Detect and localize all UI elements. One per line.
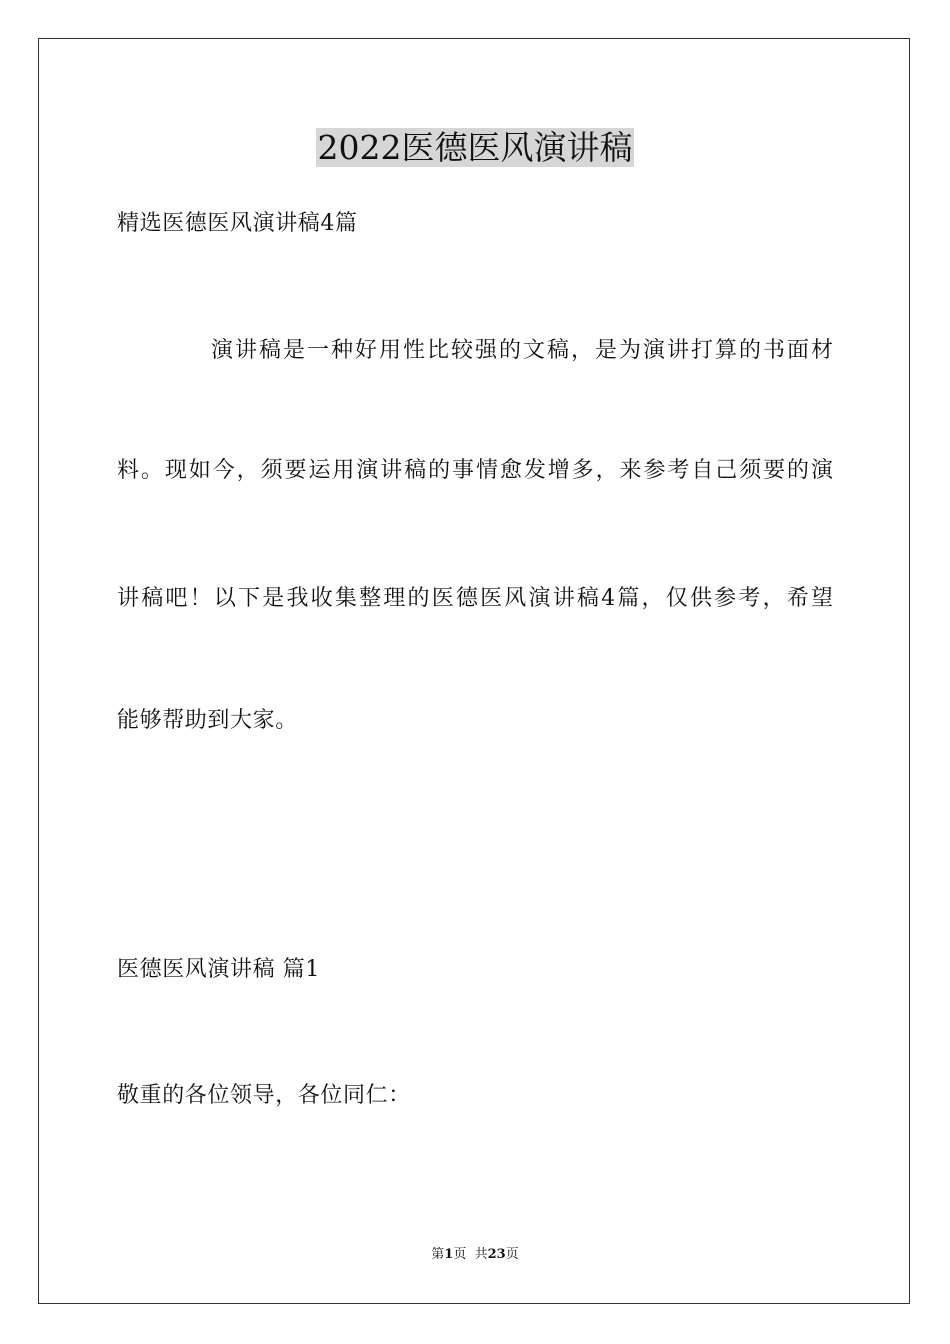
intro-line-2: 料。现如今，须要运用演讲稿的事情愈发增多，来参考自己须要的演 — [117, 458, 833, 483]
document-subtitle: 精选医德医风演讲稿4篇 — [117, 211, 358, 236]
page-footer — [0, 1246, 950, 1264]
document-title-text: 2022医德医风演讲稿 — [317, 128, 633, 167]
greeting-line: 敬重的各位领导，各位同仁： — [117, 1083, 411, 1108]
document-title — [0, 126, 950, 170]
footer-suffix: 页 — [505, 1247, 519, 1262]
section-heading: 医德医风演讲稿 篇1 — [117, 957, 320, 982]
intro-line-1: 演讲稿是一种好用性比较强的文稿，是为演讲打算的书面材 — [211, 338, 833, 363]
footer-mid: 页 共 — [453, 1247, 488, 1262]
footer-prefix: 第 — [431, 1247, 445, 1262]
intro-line-4: 能够帮助到大家。 — [117, 708, 298, 733]
footer-page-number: 1 — [444, 1247, 454, 1262]
footer-total-pages: 23 — [487, 1247, 506, 1262]
intro-line-3: 讲稿吧！以下是我收集整理的医德医风演讲稿4篇，仅供参考，希望 — [117, 586, 833, 611]
